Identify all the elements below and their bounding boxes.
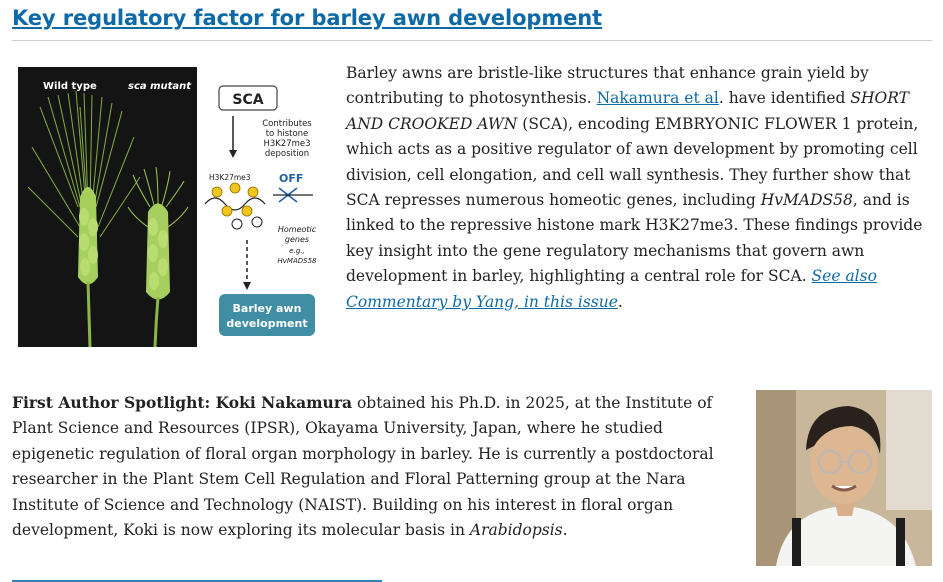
species-name: Arabidopsis xyxy=(469,521,563,540)
sca-mutant-label: sca mutant xyxy=(128,81,192,92)
schema-note xyxy=(262,119,312,159)
gene-name: SHORT AND CROOKED AWN xyxy=(346,89,909,133)
author-portrait xyxy=(756,390,932,566)
spotlight-lead: First Author Spotlight: Koki Nakamura xyxy=(12,393,353,412)
h3k27me3-label: H3K27me3 xyxy=(209,173,251,182)
svg-text:deposition: deposition xyxy=(264,149,310,159)
svg-text:development: development xyxy=(226,317,308,330)
title-divider xyxy=(12,40,932,41)
svg-text:e.g.,: e.g., xyxy=(289,247,305,255)
sca-box-label: SCA xyxy=(232,92,264,108)
gene-hvmads58: HvMADS58 xyxy=(760,191,853,210)
svg-text:Homeotic: Homeotic xyxy=(277,225,317,234)
svg-text:to histone: to histone xyxy=(265,129,309,139)
spotlight-paragraph: First Author Spotlight: Koki Nakamura obtained his Ph.D. in 2025, at the Institute of Plant Science and Resources (IPSR), Okayama University, Japan, where he studied epigenetic regulation of floral organ morphology in barley. He is currently a postdoctoral researcher in the Plant Stem Cell Regulation and Floral Patterning group at the Nara Institute of Science and Technology (NAIST). Building on his interest in floral organ development, Koki is now exploring its molecular basis in Arabidopsis. xyxy=(12,393,714,540)
svg-text:HvMADS58: HvMADS58 xyxy=(277,257,317,265)
see-also-link[interactable]: See also Commentary by Yang, in this issue xyxy=(346,267,877,311)
homeotic-genes-label xyxy=(278,225,318,265)
article-title[interactable]: Key regulatory factor for barley awn development xyxy=(12,6,603,30)
barley-spikes-illustration xyxy=(18,67,197,347)
sca-regulation-schema xyxy=(201,64,327,350)
svg-text:Barley awn: Barley awn xyxy=(232,302,302,315)
wild-type-label: Wild type xyxy=(43,81,97,92)
next-article-title-partial xyxy=(12,572,412,582)
svg-text:Contributes: Contributes xyxy=(262,119,312,129)
author-link[interactable]: Nakamura et al xyxy=(596,89,719,108)
graphical-abstract xyxy=(15,64,327,350)
off-label: OFF xyxy=(279,172,304,185)
barley-spike-photo xyxy=(18,67,197,347)
summary-paragraph: Barley awns are bristle-like structures that enhance grain yield by contributing to photosynthesis. Nakamura et al. have identified SHORT AND CROOKED AWN (SCA), encoding EMBRYONIC FLOWER 1 protein, which acts as a positive regulator of awn development by promoting cell division, cell elongation, and cell wall synthesis. They further show that SCA represses numerous homeotic genes, including HvMADS58, and is linked to the repressive histone mark H3K27me3. These findings provide key insight into the gene regulatory mechanisms that govern awn development in barley, highlighting a central role for SCA. See also Commentary by Yang, in this issue. xyxy=(346,64,923,311)
svg-text:H3K27me3: H3K27me3 xyxy=(263,139,311,149)
svg-text:genes: genes xyxy=(284,235,310,244)
